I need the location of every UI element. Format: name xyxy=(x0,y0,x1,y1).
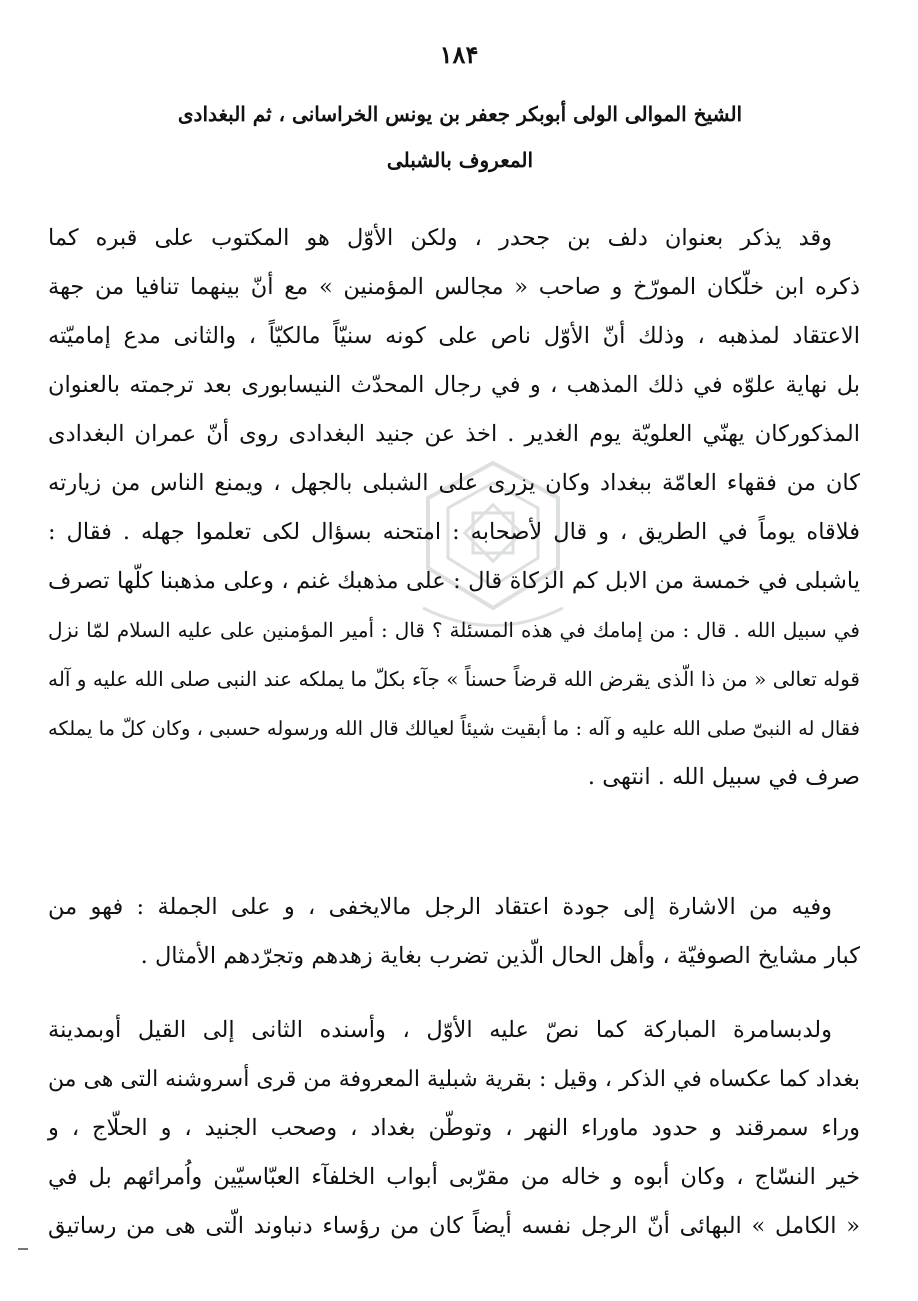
text-line: ذكره ابن خلّكان المورّخ و صاحب « مجالس المؤمنين » مع أنّ بينهما تنافيا من جهة xyxy=(48,274,860,300)
text-line: المذكوركان يهنّي العلويّة يوم الغدير . اخذ عن جنيد البغدادى روى أنّ عمران البغدادى xyxy=(48,421,860,447)
biography-heading: الشيخ الموالى الولى أبوبكر جعفر بن يونس الخراسانى ، ثم البغدادى xyxy=(177,102,743,126)
paragraph-2 xyxy=(48,883,860,981)
text-line: وفيه من الاشارة إلى جودة اعتقاد الرجل مالايخفى ، و على الجملة : فهو من xyxy=(48,894,832,920)
text-line: ياشبلى في خمسة من الابل كم الزكاة قال : على مذهبك غنم ، وعلى مذهبنا كلّها تصرف xyxy=(48,568,860,594)
text-line: في سبيل الله . قال : من إمامك في هذه المسئلة ؟ قال : أمير المؤمنين على عليه السلام لمّا نزل xyxy=(48,618,860,642)
margin-mark xyxy=(18,1248,28,1250)
text-line: كبار مشايخ الصوفيّة ، وأهل الحال الّذين تضرب بغاية زهدهم وتجرّدهم الأمثال . xyxy=(140,943,860,969)
text-line: وقد يذكر بعنوان دلف بن جحدر ، ولكن الأوّل هو المكتوب على قبره كما xyxy=(48,225,832,251)
text-line: وراء سمرقند و حدود ماوراء النهر ، وتوطّن بغداد ، وصحب الجنيد ، و الحلّاج ، و xyxy=(48,1115,860,1141)
text-line: « الكامل » البهائى أنّ الرجل نفسه أيضاً كان من رؤساء دنباوند الّتى هى من رساتيق xyxy=(48,1213,860,1239)
text-line: فقال له النبىّ صلى الله عليه و آله : ما أبقيت شيئاً لعيالك قال الله ورسوله حسبى ، وكان كلّ ما يملكه xyxy=(48,717,860,740)
paragraph-3 xyxy=(48,1006,860,1251)
page-number: ١٨۴ xyxy=(439,40,479,69)
biography-subheading: المعروف بالشبلى xyxy=(386,148,534,172)
text-line: قوله تعالى « من ذا الّذى يقرض الله قرضاً حسناً » جآء بكلّ ما يملكه عند النبى صلى الله عليه و آله xyxy=(48,667,860,691)
text-line: صرف في سبيل الله . انتهى . xyxy=(587,764,860,790)
text-line: الاعتقاد لمذهبه ، وذلك أنّ الأوّل ناص على كونه سنيّاً مالكيّاً ، والثانى مدع إماميّته xyxy=(48,323,860,349)
text-line: ولدبسامرة المباركة كما نصّ عليه الأوّل ، وأسنده الثانى إلى القيل أوبمدينة xyxy=(48,1017,832,1043)
text-line: خير النسّاج ، وكان أبوه و خاله من مقرّبى أبواب الخلفآء العبّاسيّين واُمرائهم بل في xyxy=(48,1164,860,1190)
text-line: بل نهاية علوّه في ذلك المذهب ، و في رجال المحدّث النيسابورى بعد ترجمته بالعنوان xyxy=(48,372,860,398)
text-line: فلاقاه يوماً في الطريق ، و قال لأصحابه : امتحنه بسؤال لكى تعلموا جهله . فقال : xyxy=(48,519,860,545)
text-line: كان من فقهاء العامّة ببغداد وكان يزرى على الشبلى بالجهل ، ويمنع الناس من زيارته xyxy=(48,470,860,496)
text-line: بغداد كما عكساه في الذكر ، وقيل : بقرية شبلية المعروفة من قرى أسروشنه التى هى من xyxy=(47,1067,860,1092)
paragraph-1 xyxy=(48,214,860,802)
